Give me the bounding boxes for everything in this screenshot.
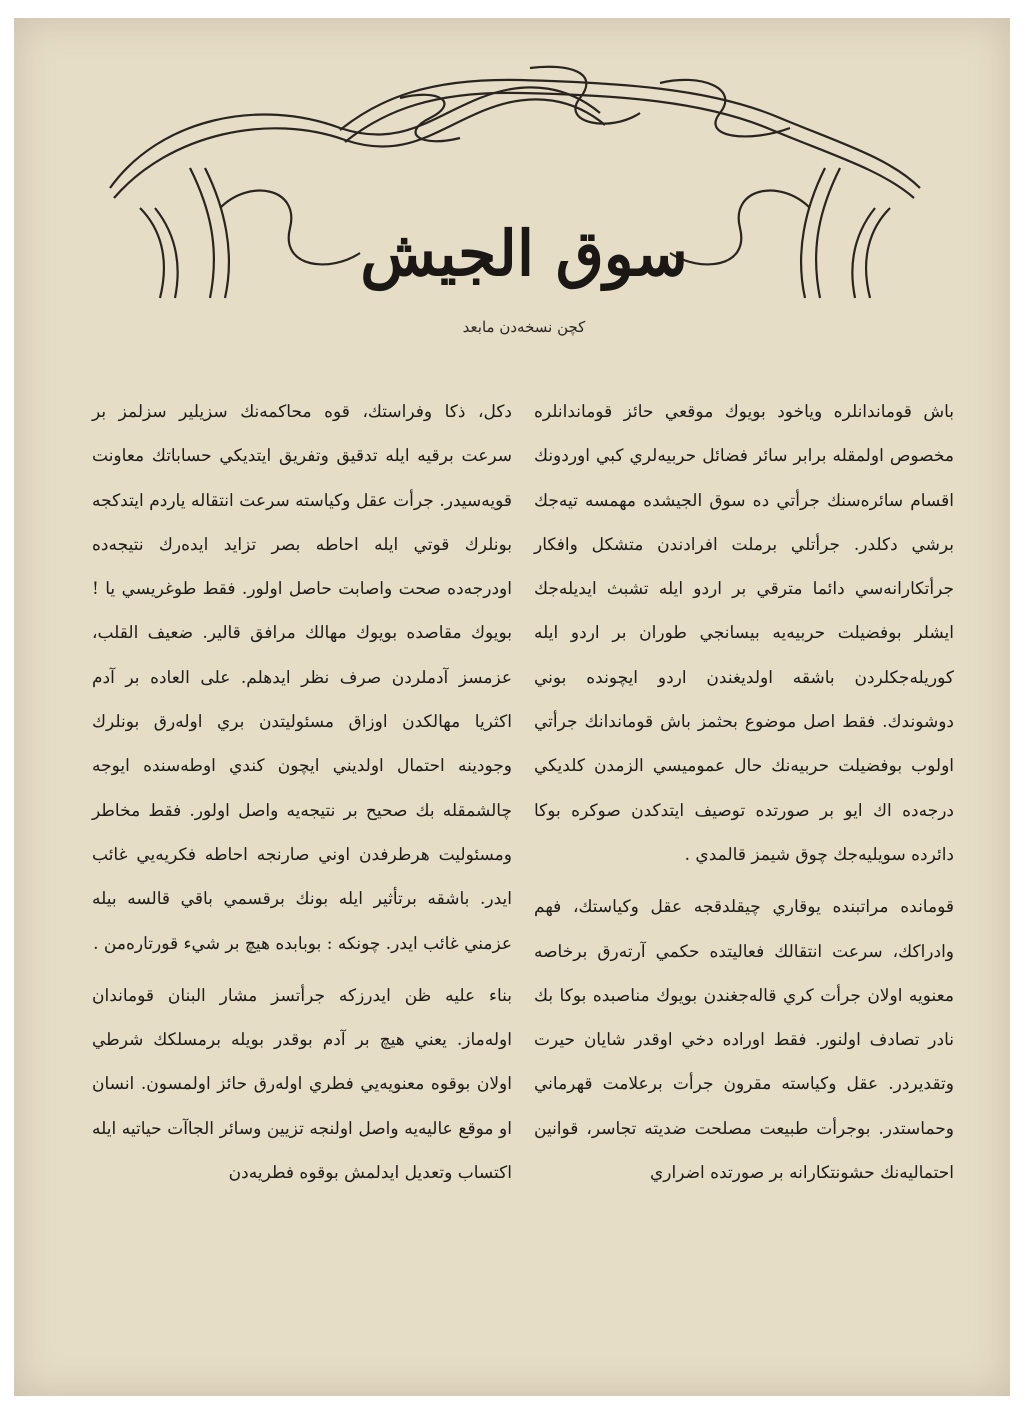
left-column-paragraph-2: بناء عليه ظن ايدرزكه جرأتسز مشار البنان قوماندان اوله‌ماز. يعني هيچ بر آدم بوقدر بويله برمسلكك شرطي اولان بوقوه معنويه‌يي فطري اوله‌رق حائز اولمسون. انسان او موقع عاليه‌يه واصل اولنجه تزيين وسائر الجاآت حياتيه ايله اكتساب وتعديل ايدلمش بوقوه فطريه‌دن xyxy=(92,985,512,1184)
right-column-paragraph-1: باش قوماندانلره وياخود بويوك موقعي حائز قوماندانلره مخصوص اولمقله برابر سائر فضائل حربيه‌لري كبي اوردونك اقسام سائره‌سنك جرأتي ده سوق الجيشده مهمسه تيه‌جك برشي دكلدر. جرأتلي برملت افرادندن متشكل وافكار جرأتكارانه‌سي دائما مترقي بر اردو ايله تشبث ايديله‌جك ايشلر بوفضيلت حربيه‌يه بيسانجي طوران بر اردو ايله كوريله‌جكلردن باشقه اولديغندن اردو ايچونده بوني دوشوندك. فقط اصل موضوع بحثمز باش قوماندانك جرأتي اولوب بوفضيلت حربيه‌نك حال عموميسي الزمدن كلديكي درجه‌ده اك ايو بر صورتده توصيف ايتدكدن صوكره بوكا دائرده سويليه‌جك چوق شيمز قالمدي . xyxy=(534,402,954,865)
continued-from-previous-issue-note: كچن نسخه‌دن مابعد xyxy=(462,318,586,336)
article-column-left xyxy=(92,390,512,1195)
journal-masthead-title: سوق الجيش xyxy=(360,217,688,290)
article-column-right xyxy=(534,390,954,1195)
journal-page xyxy=(14,18,1010,1396)
right-column-paragraph-2: قوماندە مراتبنده يوقاري چيقلدقجه عقل وكياستك، فهم وادراكك، سرعت انتقالك فعاليتده حكمي آرته‌رق برخاصه معنويه اولان جرأت كري قاله‌جغندن بويوك مناصبده بوكا بك نادر تصادف اولنور. فقط اوراده دخي اوقدر شايان حيرت وتقديردر. عقل وكياسته مقرون جرأت برعلامت قهرماني وحماستدر. بوجرأت طبيعت مصلحت ضديته تجاسر، قوانين احتماليه‌نك حشونتكارانه بر صورتده اضراري xyxy=(534,897,954,1184)
left-column-paragraph-1: دكل، ذكا وفراستك، قوه محاكمه‌نك سزيلير سزلمز بر سرعت برقيه ايله تدقيق وتفريق ايتديكي حساباتك معاونت قويه‌سيدر. جرأت عقل وكياسته سرعت انتقاله ياردم ايتدكجه بونلرك قوتي ايله احاطه بصر تزايد ايده‌رك نتيجه‌ده اودرجه‌ده صحت واصابت حاصل اولور. فقط طوغريسي يا ! بويوك مقاصده بويوك مهالك مرافق قالير. ضعيف القلب، عزمسز آدملردن صرف نظر ايدهلم. على العاده بر آدم اكثريا مهالكدن اوزاق مسئوليتدن بري اوله‌رق بونلرك وجودينه احتمال اولديني ايچون كندي اوطه‌سنده ايوجه چالشمقله بك صحيح بر نتيجه‌يه واصل اولور. فقط مخاطر ومسئوليت هرطرفدن اوني صارنجه احاطه فكريه‌يي غائب ايدر. باشقه برتأثير ايله بونك برقسمي باقي قالسه بيله عزمني غائب ايدر. چونكه : بوبابده هيچ بر شيء قورتاره‌من . xyxy=(92,402,512,954)
